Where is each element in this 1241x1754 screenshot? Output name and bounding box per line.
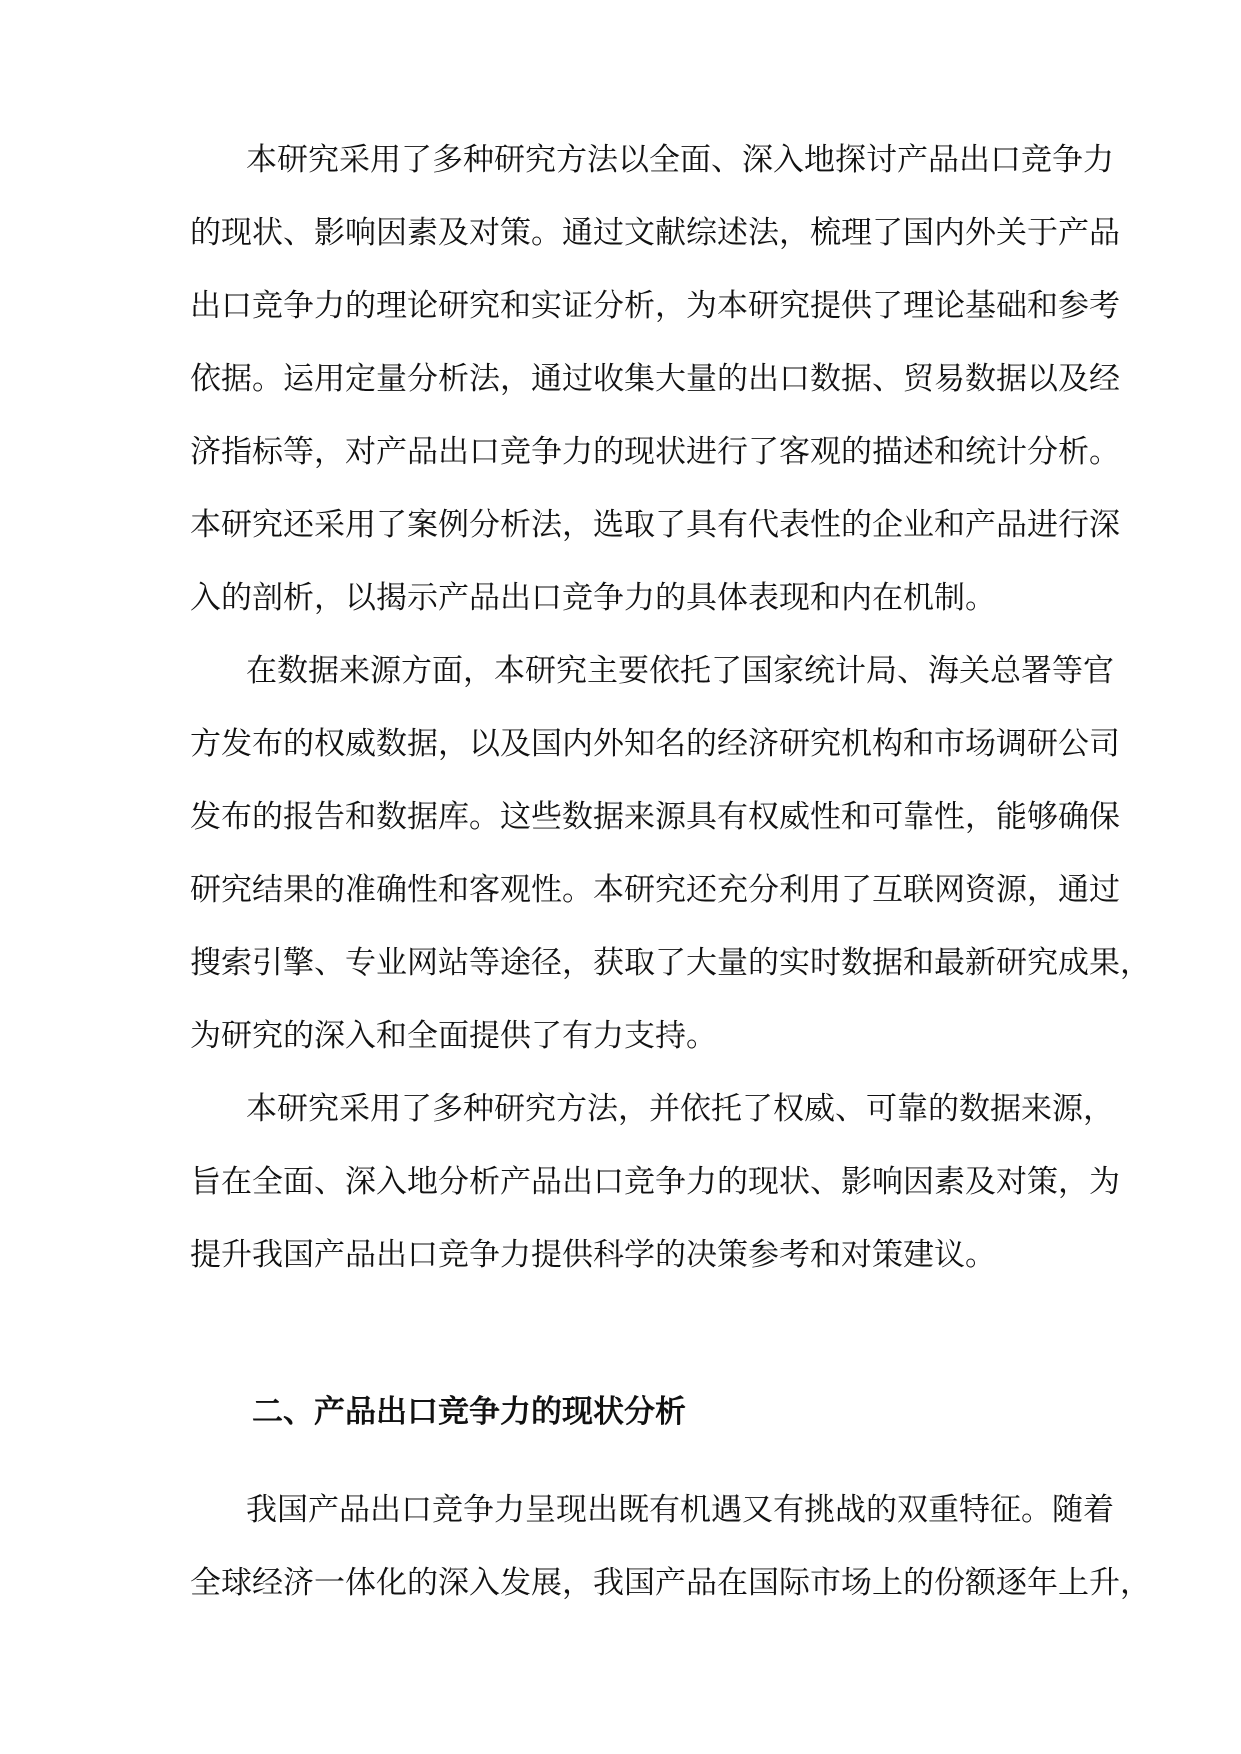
paragraph-line: 济指标等，对产品出口竞争力的现状进行了客观的描述和统计分析。 xyxy=(190,434,1120,470)
paragraph-line: 本研究采用了多种研究方法，并依托了权威、可靠的数据来源， xyxy=(246,1091,1114,1127)
paragraph-line: 入的剖析，以揭示产品出口竞争力的具体表现和内在机制。 xyxy=(190,580,996,616)
paragraph-line: 的现状、影响因素及对策。通过文献综述法，梳理了国内外关于产品 xyxy=(190,215,1120,251)
paragraph-line: 全球经济一体化的深入发展，我国产品在国际市场上的份额逐年上升， xyxy=(190,1565,1151,1601)
paragraph-line: 提升我国产品出口竞争力提供科学的决策参考和对策建议。 xyxy=(190,1237,996,1273)
paragraph-data-sources xyxy=(190,635,1151,1073)
paragraph-line: 发布的报告和数据库。这些数据来源具有权威性和可靠性，能够确保 xyxy=(190,799,1120,835)
paragraph-line: 我国产品出口竞争力呈现出既有机遇又有挑战的双重特征。随着 xyxy=(246,1492,1114,1528)
paragraph-line: 旨在全面、深入地分析产品出口竞争力的现状、影响因素及对策，为 xyxy=(190,1164,1120,1200)
paragraph-summary xyxy=(190,1073,1120,1292)
paragraph-line: 本研究采用了多种研究方法以全面、深入地探讨产品出口竞争力 xyxy=(246,142,1114,178)
paragraph-research-methods xyxy=(190,124,1120,635)
paragraph-line: 搜索引擎、专业网站等途径，获取了大量的实时数据和最新研究成果， xyxy=(190,945,1151,981)
paragraph-line: 依据。运用定量分析法，通过收集大量的出口数据、贸易数据以及经 xyxy=(190,361,1120,397)
paragraph-current-status xyxy=(190,1474,1151,1620)
paragraph-line: 在数据来源方面，本研究主要依托了国家统计局、海关总署等官 xyxy=(246,653,1114,689)
paragraph-line: 研究结果的准确性和客观性。本研究还充分利用了互联网资源，通过 xyxy=(190,872,1120,908)
section-heading: 二、产品出口竞争力的现状分析 xyxy=(252,1394,686,1430)
paragraph-line: 出口竞争力的理论研究和实证分析，为本研究提供了理论基础和参考 xyxy=(190,288,1120,324)
paragraph-line: 方发布的权威数据，以及国内外知名的经济研究机构和市场调研公司 xyxy=(190,726,1120,762)
paragraph-line: 为研究的深入和全面提供了有力支持。 xyxy=(190,1018,717,1054)
paragraph-line: 本研究还采用了案例分析法，选取了具有代表性的企业和产品进行深 xyxy=(190,507,1120,543)
